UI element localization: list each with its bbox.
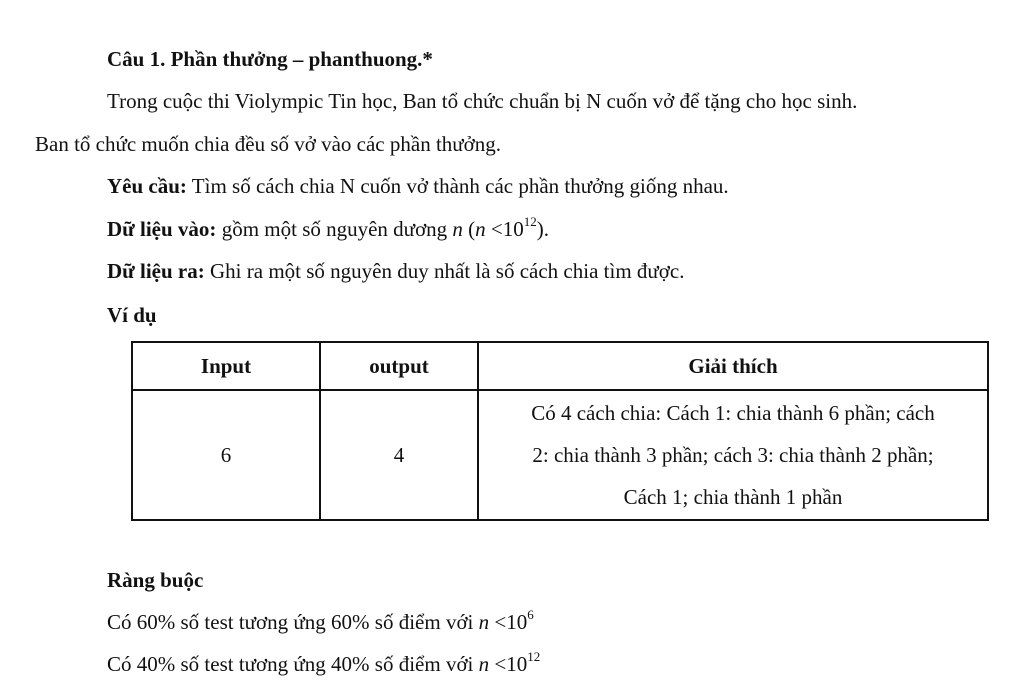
constraints-heading: Ràng buộc (107, 568, 204, 592)
input-spec-cond-open: ( (462, 217, 476, 241)
input-spec-label: Dữ liệu vào: (107, 217, 217, 241)
output-spec-text: Ghi ra một số nguyên duy nhất là số cách chia tìm được. (204, 259, 685, 283)
input-spec-var: n (452, 217, 463, 241)
header-output: output (320, 342, 478, 390)
constraint-1-exp: 6 (527, 607, 534, 622)
constraint-1-op: <10 (489, 610, 528, 634)
constraint-1-var: n (478, 610, 490, 634)
requirement-text: Tìm số cách chia N cuốn vở thành các phần thưởng giống nhau. (186, 174, 729, 198)
constraint-1-text: Có 60% số test tương ứng 60% số điểm với (107, 610, 479, 634)
intro-paragraph-line-1: Trong cuộc thi Violympic Tin học, Ban tổ chức chuẩn bị N cuốn vở để tặng cho học sinh. (107, 89, 858, 113)
requirement-label: Yêu cầu: (107, 174, 187, 198)
explain-line-1: Có 4 cách chia: Cách 1: chia thành 6 phần; cách (531, 401, 935, 425)
problem-title: Câu 1. Phần thưởng – phanthuong.* (107, 47, 433, 71)
output-spec-label: Dữ liệu ra: (107, 259, 205, 283)
table-row (132, 390, 988, 520)
constraint-2-text: Có 40% số test tương ứng 40% số điểm với (107, 652, 479, 676)
cell-input: 6 (132, 390, 320, 520)
header-explain: Giải thích (478, 342, 988, 390)
explain-line-2: 2: chia thành 3 phần; cách 3: chia thành 2 phần; (532, 443, 934, 467)
example-table-header-row (132, 342, 988, 390)
header-input: Input (132, 342, 320, 390)
cell-explain (478, 390, 988, 520)
output-spec-line (107, 258, 684, 284)
input-spec-text: gồm một số nguyên dương (216, 217, 453, 241)
constraint-line-2 (107, 651, 540, 677)
example-table (131, 341, 989, 521)
cell-output: 4 (320, 390, 478, 520)
input-spec-cond-op: <10 (485, 217, 524, 241)
intro-paragraph-line-2: Ban tổ chức muốn chia đều số vở vào các phần thưởng. (35, 132, 502, 156)
requirement-line (107, 173, 729, 199)
input-spec-line (107, 216, 549, 242)
explain-line-3: Cách 1; chia thành 1 phần (623, 485, 843, 509)
constraint-2-var: n (478, 652, 490, 676)
constraint-line-1 (107, 609, 534, 635)
constraint-2-exp: 12 (527, 649, 541, 664)
input-spec-cond-var: n (475, 217, 486, 241)
example-heading: Ví dụ (107, 303, 157, 327)
input-spec-cond-close: ). (536, 217, 550, 241)
input-spec-cond-exp: 12 (523, 214, 537, 229)
constraint-2-op: <10 (489, 652, 528, 676)
